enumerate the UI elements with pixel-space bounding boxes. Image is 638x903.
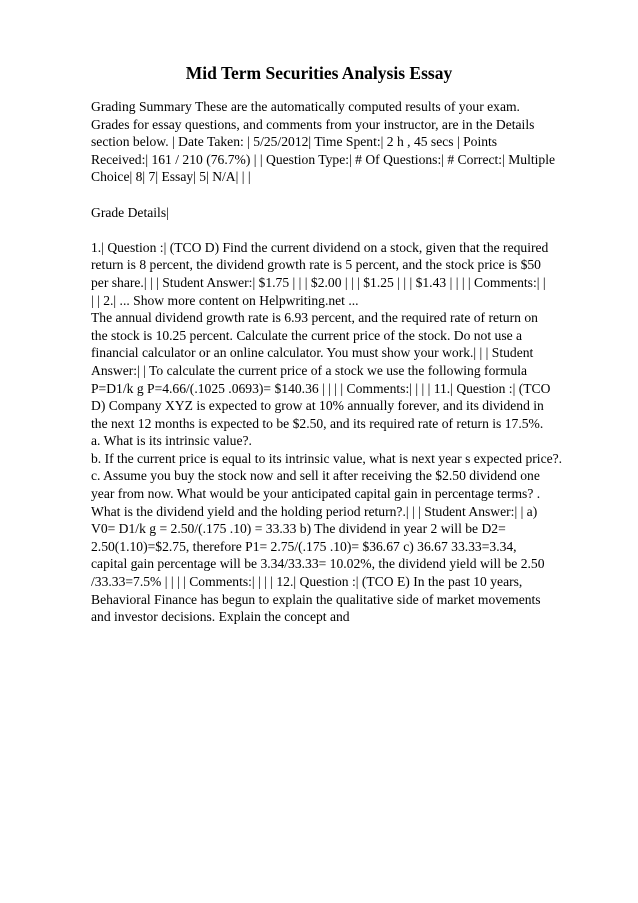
- text-line: b. If the current price is equal to its intrinsic value, what is next year s expected price?.: [91, 450, 563, 466]
- paragraph-gap: [91, 221, 611, 239]
- text-line: V0= D1/k g = 2.50/(.175 .10) = 33.33 b) The dividend in year 2 will be D2=: [91, 521, 506, 537]
- text-line: year from now. What would be your anticipated capital gain in percentage terms? .: [91, 486, 541, 502]
- text-line: P=D1/k g P=4.66/(.1025 .0693)= $140.36 | | | | Comments:| | | | 11.| Question :| (TCO: [91, 380, 551, 396]
- document-body: [91, 98, 611, 626]
- text-line: /33.33=7.5% | | | | Comments:| | | | 12.| Question :| (TCO E) In the past 10 years,: [91, 574, 523, 590]
- text-line: Received:| 161 / 210 (76.7%) | | Question Type:| # Of Questions:| # Correct:| Multiple: [91, 151, 556, 167]
- text-line: 1.| Question :| (TCO D) Find the current dividend on a stock, given that the required: [91, 239, 549, 255]
- text-line: return is 8 percent, the dividend growth rate is 5 percent, and the stock price is $50: [91, 257, 541, 273]
- text-line: Grading Summary These are the automatically computed results of your exam.: [91, 99, 520, 114]
- text-line: | | 2.| ... Show more content on Helpwriting.net ...: [91, 292, 359, 308]
- text-line: Behavioral Finance has begun to explain the qualitative side of market movements: [91, 591, 541, 607]
- text-line: Grades for essay questions, and comments from your instructor, are in the Details: [91, 116, 535, 132]
- text-line: capital gain percentage will be 3.34/33.33= 10.02%, the dividend yield will be 2.50: [91, 556, 545, 572]
- paragraph-gap: [91, 186, 611, 204]
- section-heading: Grade Details|: [91, 204, 169, 220]
- text-line: The annual dividend growth rate is 6.93 percent, and the required rate of return on: [91, 310, 538, 326]
- text-line: and investor decisions. Explain the concept and: [91, 609, 350, 625]
- text-line: c. Assume you buy the stock now and sell it after receiving the $2.50 dividend one: [91, 468, 540, 484]
- text-line: the stock is 10.25 percent. Calculate the current price of the stock. Do not use a: [91, 327, 523, 343]
- document-title: Mid Term Securities Analysis Essay: [185, 63, 453, 83]
- text-line: Answer:| | To calculate the current price of a stock we use the following formula: [91, 362, 528, 378]
- text-line: financial calculator or an online calculator. You must show your work.| | | Student: [91, 345, 534, 361]
- text-line: per share.| | | Student Answer:| $1.75 | | | $2.00 | | | $1.25 | | | $1.43 | | | | Comments:| |: [91, 274, 546, 290]
- text-line: section below. | Date Taken: | 5/25/2012| Time Spent:| 2 h , 45 secs | Points: [91, 134, 498, 150]
- text-line: Choice| 8| 7| Essay| 5| N/A| | |: [91, 169, 251, 185]
- text-line: D) Company XYZ is expected to grow at 10% annually forever, and its dividend in: [91, 398, 544, 414]
- text-line: the next 12 months is expected to be $2.50, and its required rate of return is 17.5%.: [91, 415, 544, 431]
- text-line: 2.50(1.10)=$2.75, therefore P1= 2.75/(.175 .10)= $36.67 c) 36.67 33.33=3.34,: [91, 538, 517, 554]
- text-line: a. What is its intrinsic value?.: [91, 433, 252, 449]
- text-line: What is the dividend yield and the holding period return?.| | | Student Answer:| | a): [91, 503, 538, 519]
